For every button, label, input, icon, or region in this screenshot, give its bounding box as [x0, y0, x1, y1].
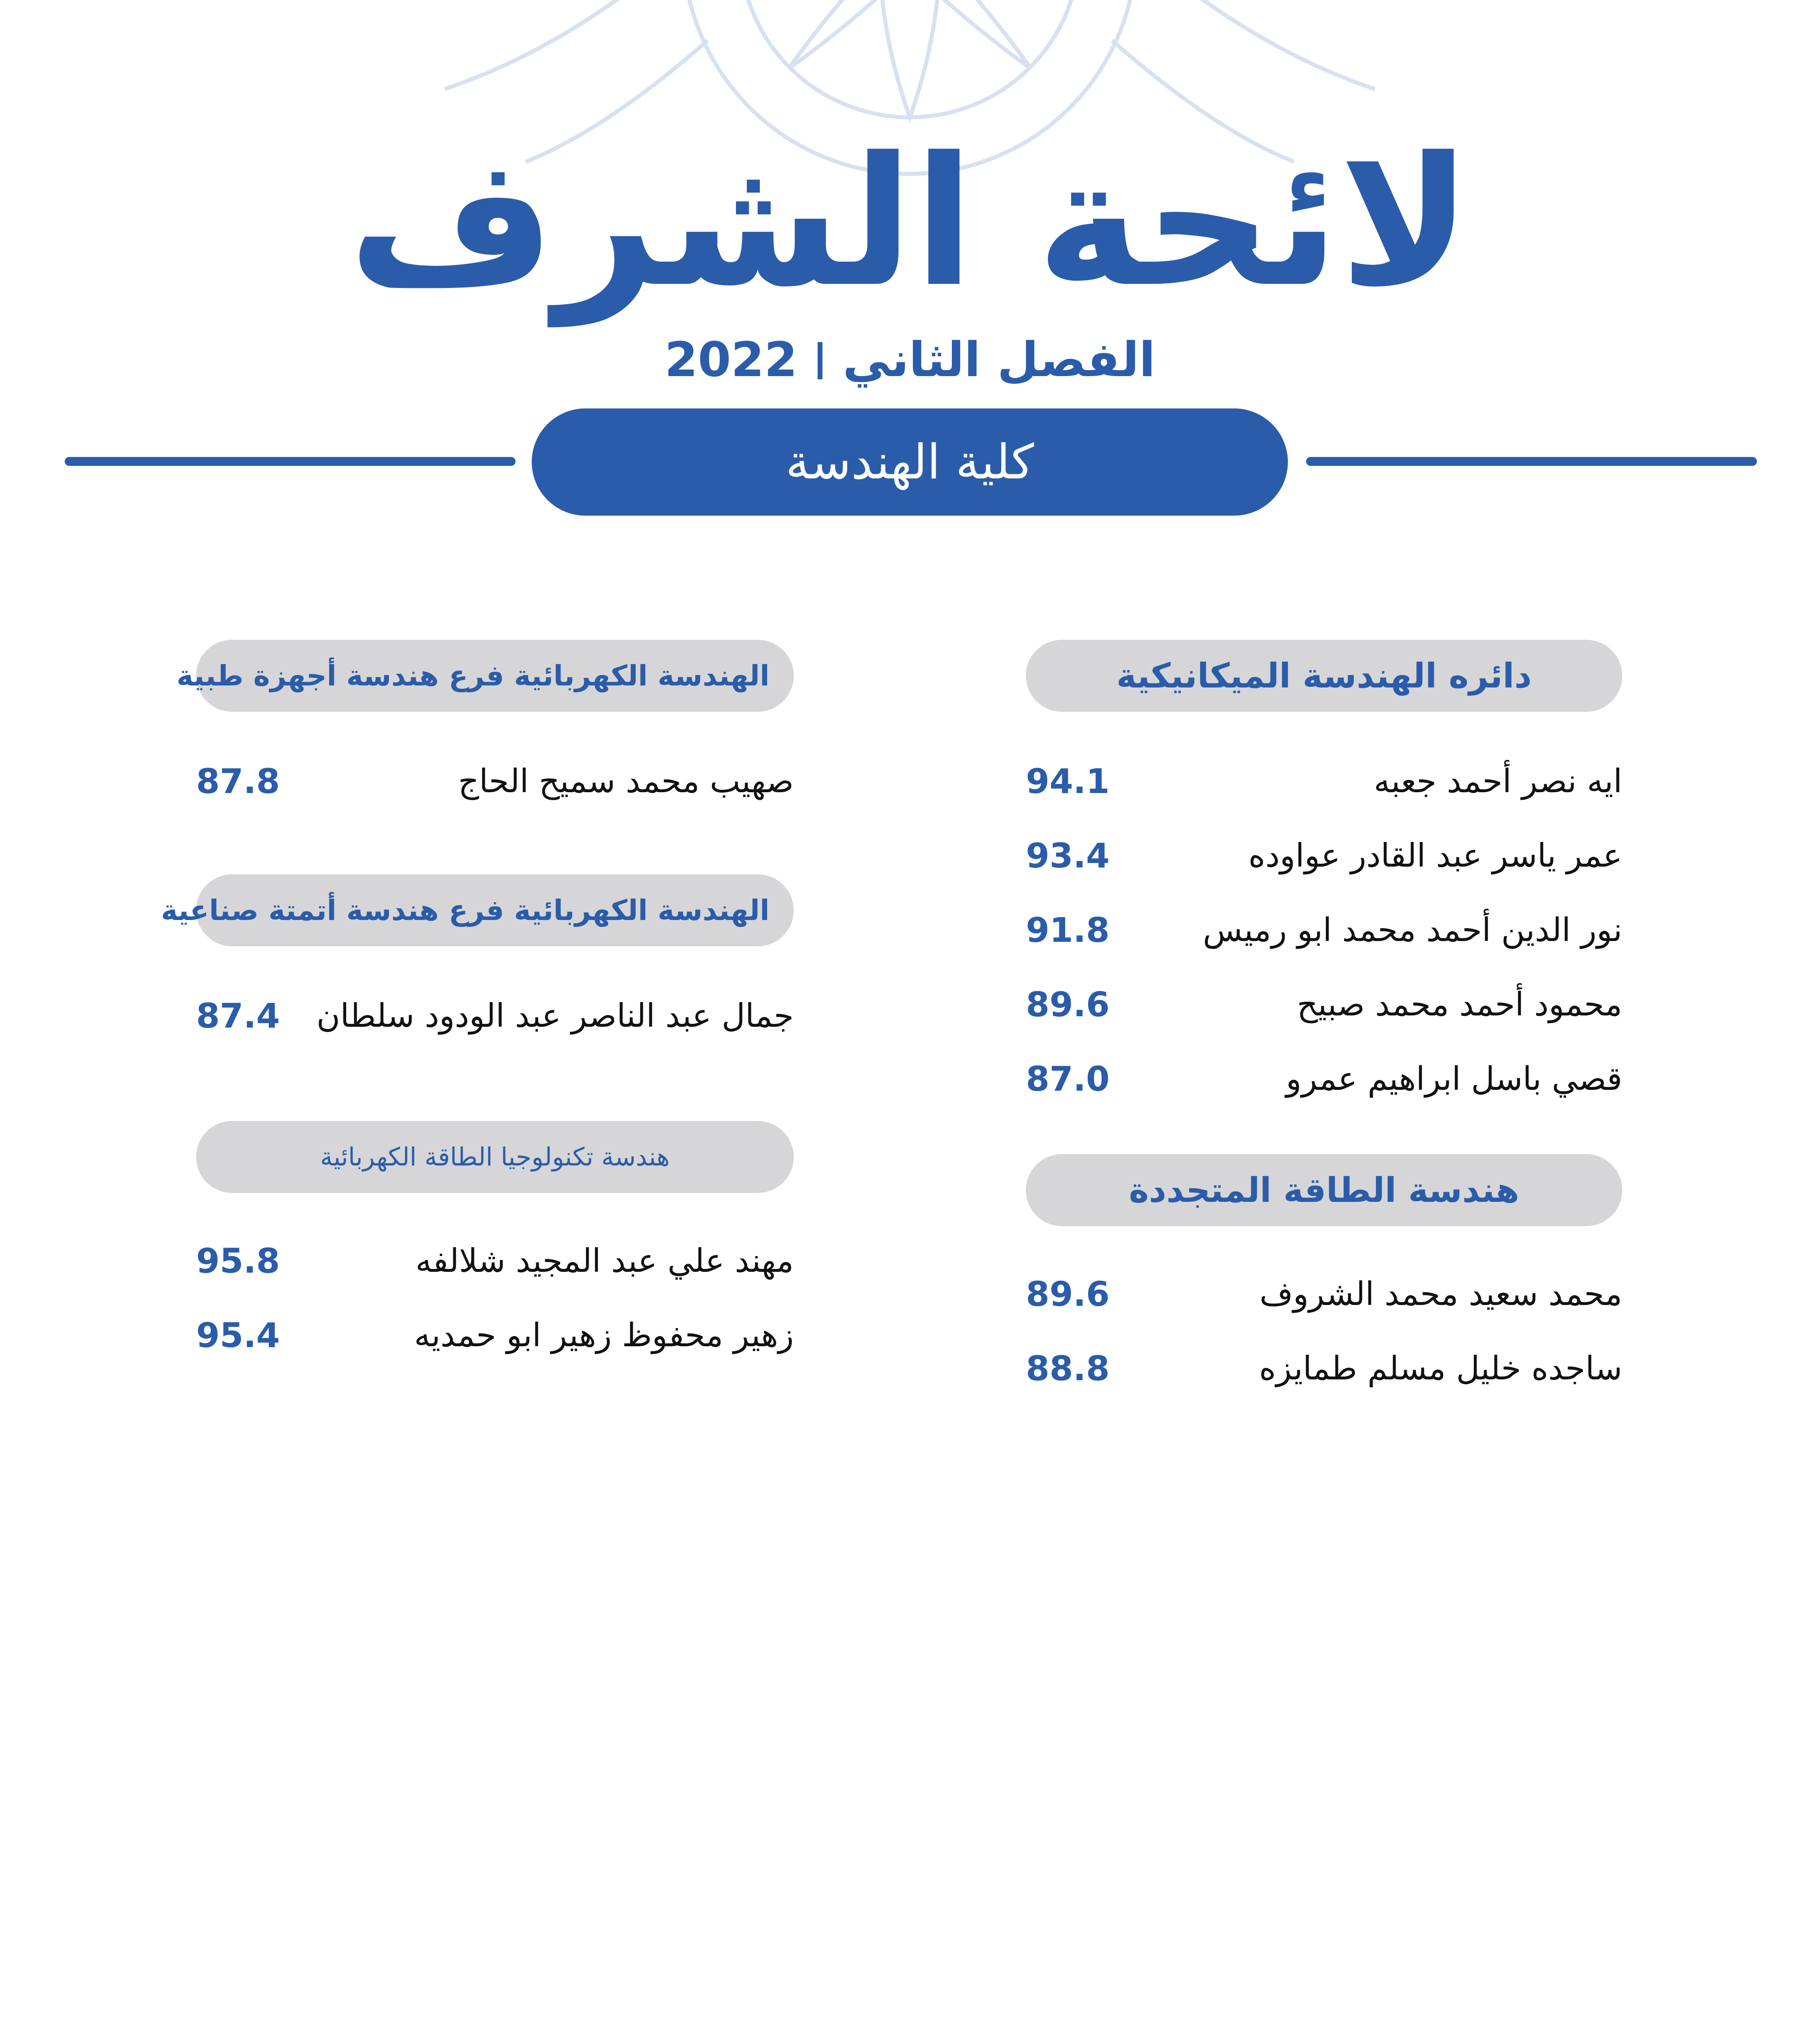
student-name: محمد سعيد محمد الشروف — [1259, 1275, 1622, 1313]
student-score: 87.8 — [196, 761, 280, 801]
student-score: 94.1 — [1026, 761, 1110, 801]
section-header-renewable-energy: هندسة الطاقة المتجددة — [1026, 1154, 1622, 1226]
list-item — [1026, 1270, 1622, 1318]
divider-line-right — [1306, 457, 1757, 466]
student-name: عمر ياسر عبد القادر عواوده — [1248, 837, 1622, 874]
student-name: نور الدين أحمد محمد ابو رميس — [1203, 911, 1622, 949]
list-item — [1026, 757, 1622, 806]
list-item — [1026, 906, 1622, 954]
section-header-biomedical: الهندسة الكهربائية فرع هندسة أجهزة طبية — [196, 640, 794, 712]
list-item — [1026, 1055, 1622, 1103]
list-item — [1026, 831, 1622, 880]
student-name: محمود أحمد محمد صبيح — [1297, 986, 1622, 1023]
list-item — [196, 757, 794, 806]
student-score: 87.4 — [196, 996, 280, 1036]
student-name: مهند علي عبد المجيد شلالفه — [415, 1242, 794, 1280]
student-score: 93.4 — [1026, 836, 1110, 876]
student-name: ايه نصر أحمد جعبه — [1374, 762, 1622, 800]
list-item — [1026, 980, 1622, 1029]
student-name: صهيب محمد سميح الحاج — [458, 762, 794, 800]
section-header-mechanical: دائره الهندسة الميكانيكية — [1026, 640, 1622, 712]
student-score: 89.6 — [1026, 985, 1110, 1024]
faculty-banner: كلية الهندسة — [532, 408, 1288, 516]
semester-label: الفصل الثاني — [843, 332, 1156, 387]
list-item — [196, 992, 794, 1040]
section-header-industrial-automation: الهندسة الكهربائية فرع هندسة أتمتة صناعية — [196, 874, 794, 946]
section-header-power-technology: هندسة تكنولوجيا الطاقة الكهربائية — [196, 1121, 794, 1193]
student-name: قصي باسل ابراهيم عمرو — [1285, 1060, 1622, 1098]
student-name: جمال عبد الناصر عبد الودود سلطان — [316, 997, 794, 1034]
student-score: 95.4 — [196, 1316, 280, 1355]
subtitle-separator — [818, 342, 822, 379]
page-title: لائحة الشرف — [348, 119, 1472, 326]
student-score: 95.8 — [196, 1241, 280, 1281]
student-score: 87.0 — [1026, 1059, 1110, 1099]
list-item — [196, 1311, 794, 1360]
list-item — [1026, 1344, 1622, 1393]
list-item — [196, 1237, 794, 1285]
student-name: زهير محفوظ زهير ابو حمديه — [414, 1316, 794, 1354]
student-score: 89.6 — [1026, 1274, 1110, 1314]
student-score: 88.8 — [1026, 1349, 1110, 1388]
semester-subtitle — [0, 332, 1820, 387]
divider-line-left — [65, 457, 516, 466]
student-score: 91.8 — [1026, 910, 1110, 950]
year-label: 2022 — [664, 332, 798, 387]
student-name: ساجده خليل مسلم طمايزه — [1259, 1349, 1622, 1387]
